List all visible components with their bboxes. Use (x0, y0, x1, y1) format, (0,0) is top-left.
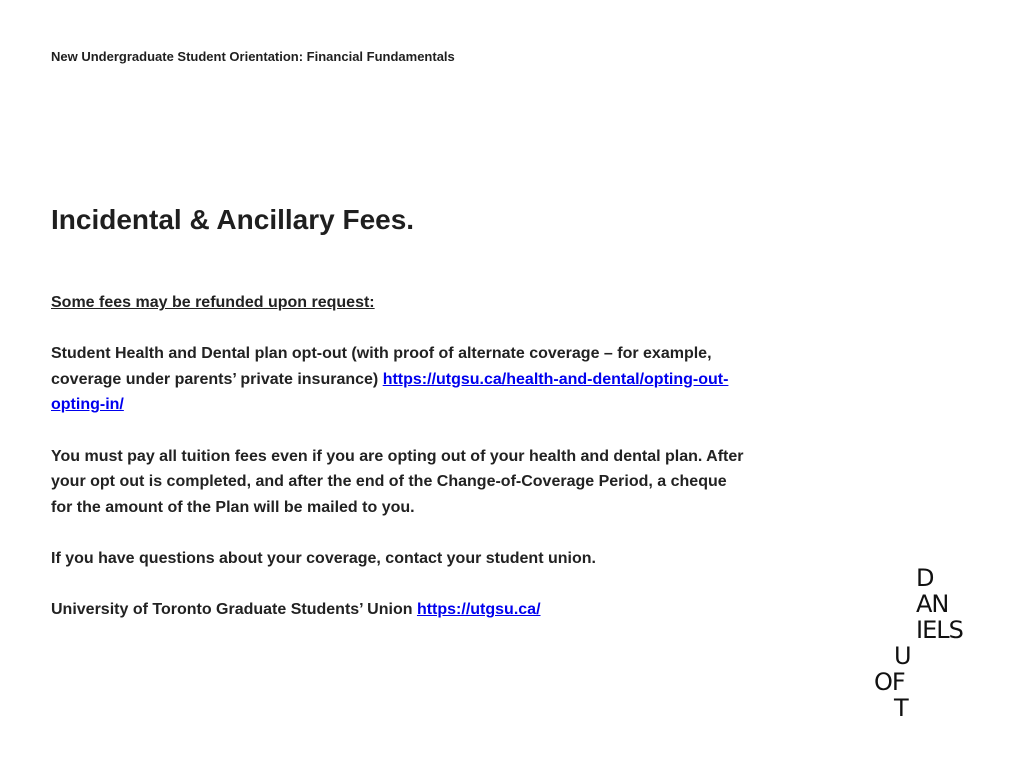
questions-paragraph: If you have questions about your coverage, contact your student union. (51, 549, 596, 567)
logo-line: U (894, 642, 911, 670)
opt-out-paragraph (51, 341, 751, 418)
utgsu-link[interactable]: https://utgsu.ca/ (416, 601, 541, 619)
union-paragraph (51, 597, 751, 623)
logo-line: T (894, 694, 908, 722)
tuition-paragraph: You must pay all tuition fees even if you are opting out of your health and dental plan. After your opt out is completed, and after the end of the Change-of-Coverage Period, a cheque for the amount of the Plan will be mailed to you. (51, 447, 744, 516)
logo-line: AN (916, 590, 949, 618)
logo-line: OF (874, 668, 905, 696)
slide-body (51, 290, 751, 648)
opt-out-text: Student Health and Dental plan opt-out (with proof of alternate coverage – for example, coverage under parents’ private insurance) (51, 345, 712, 388)
daniels-uoft-logo (872, 565, 982, 725)
refund-subheading: Some fees may be refunded upon request: (51, 294, 375, 311)
presentation-header: New Undergraduate Student Orientation: Financial Fundamentals (51, 49, 455, 64)
slide-title: Incidental & Ancillary Fees. (51, 204, 415, 235)
health-dental-link[interactable]: https://utgsu.ca/health-and-dental/opting-out-opting-in/ (51, 370, 729, 414)
logo-line: D (916, 564, 934, 592)
logo-line: IELS (916, 616, 963, 644)
union-text: University of Toronto Graduate Students’ Union (51, 601, 417, 619)
